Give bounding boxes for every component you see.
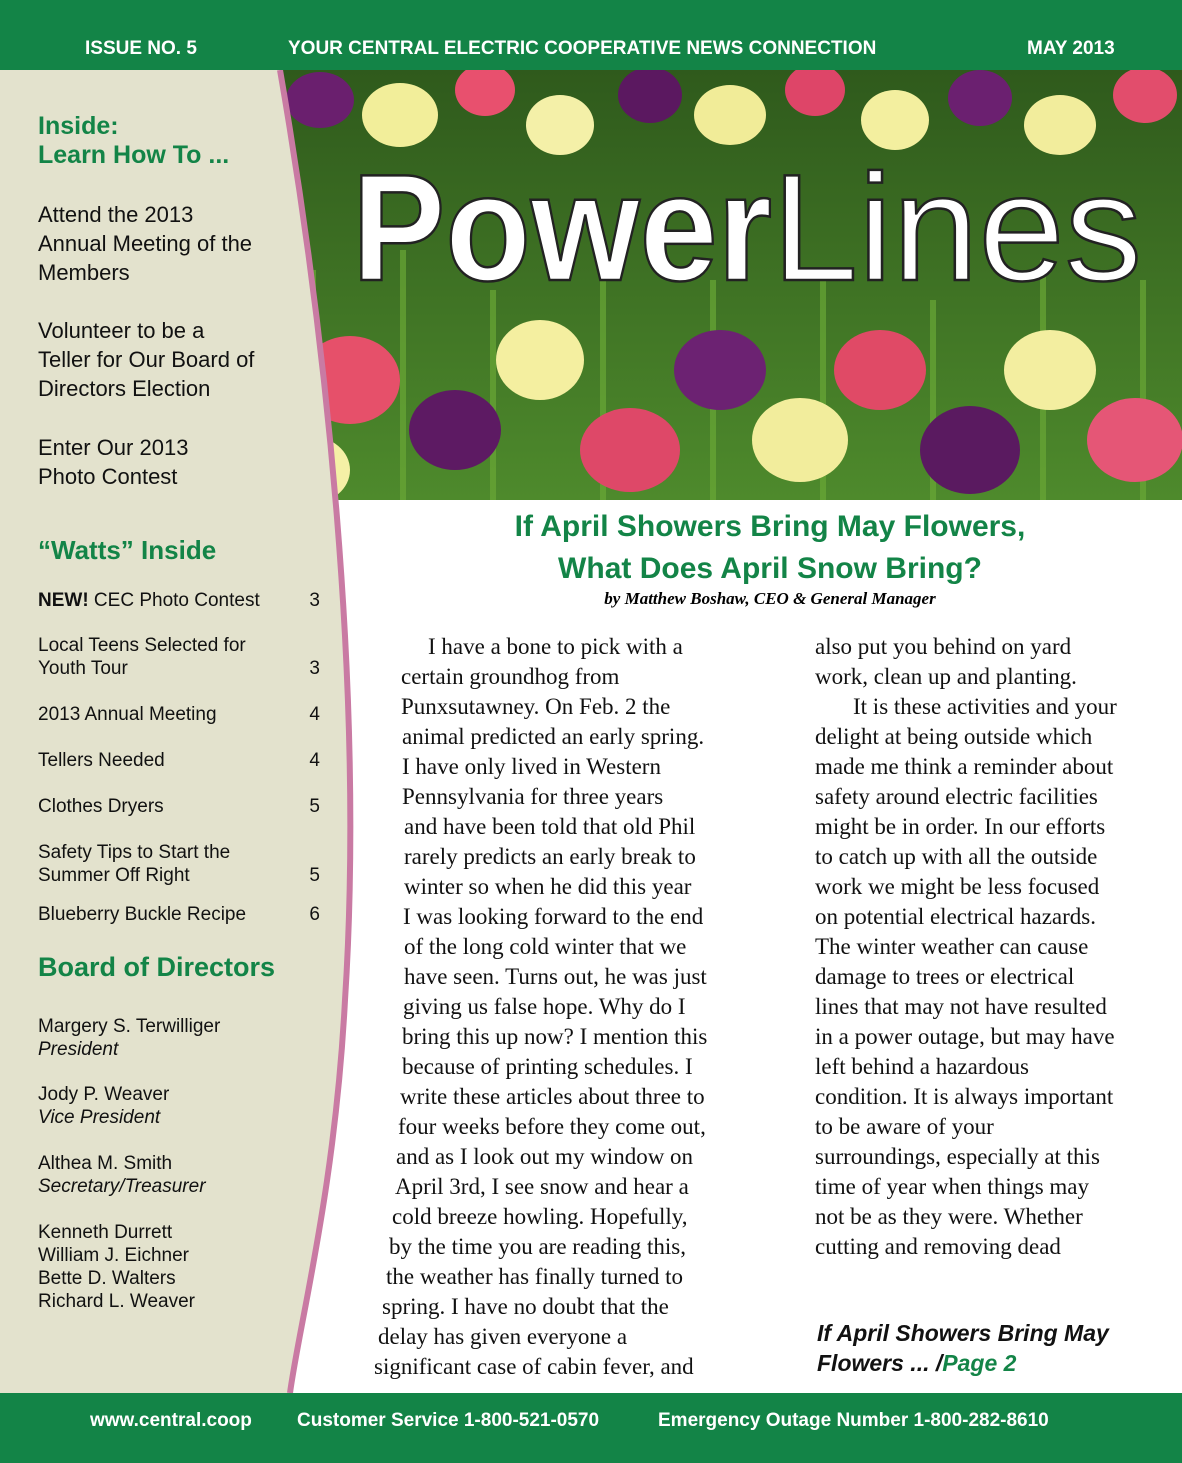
officer-title: Secretary/Treasurer (38, 1176, 206, 1197)
text-line: significant case of cabin fever, and (374, 1354, 694, 1379)
officer (38, 1152, 206, 1198)
toc-page: 5 (309, 796, 320, 817)
text-line: I have only lived in Western (402, 754, 661, 779)
text-line: lines that may not have resulted (815, 994, 1107, 1019)
toc-page: 3 (309, 590, 320, 611)
text-line: spring. I have no doubt that the (382, 1294, 669, 1319)
officer (38, 1083, 169, 1129)
learn-item-line: Annual Meeting of the (38, 231, 253, 256)
continued-page: Page 2 (942, 1350, 1017, 1376)
text-line: damage to trees or electrical (815, 964, 1075, 989)
text-line: The winter weather can cause (815, 934, 1089, 959)
director-name: Richard L. Weaver (38, 1291, 195, 1312)
toc-row (38, 589, 320, 612)
toc-label: Local Teens Selected for (38, 635, 246, 656)
text-line: safety around electric facilities (815, 784, 1098, 809)
director-name: Kenneth Durrett (38, 1222, 173, 1243)
continued-line: Flowers ... / (817, 1350, 943, 1376)
continued-link[interactable] (817, 1318, 1109, 1378)
text-line: surroundings, especially at this (815, 1144, 1100, 1169)
text-line: winter so when he did this year (404, 874, 692, 899)
text-line: in a power outage, but may have (815, 1024, 1115, 1049)
officer-name: Althea M. Smith (38, 1153, 173, 1174)
directors-list (38, 1221, 195, 1313)
text-line: April 3rd, I see snow and hear a (395, 1174, 689, 1199)
watts-heading: “Watts” Inside (38, 535, 217, 565)
new-badge: NEW! (38, 590, 89, 611)
text-line: not be as they were. Whether (815, 1204, 1083, 1229)
text-line: condition. It is always important (815, 1084, 1114, 1109)
director-name: William J. Eichner (38, 1245, 189, 1266)
article-headline-line-1: If April Showers Bring May Flowers, (514, 510, 1026, 543)
masthead-lines: Lines (772, 158, 1142, 308)
toc-page: 4 (309, 750, 320, 771)
text-line: time of year when things may (815, 1174, 1090, 1199)
issue-date: MAY 2013 (1027, 38, 1115, 59)
toc-label: CEC Photo Contest (88, 590, 260, 611)
emergency-phone: Emergency Outage Number 1-800-282-8610 (658, 1410, 1049, 1431)
learn-item-line: Photo Contest (38, 464, 178, 489)
toc-page: 4 (309, 704, 320, 725)
officer-name: Jody P. Weaver (38, 1084, 170, 1105)
text-line: work, clean up and planting. (815, 664, 1077, 689)
text-line: and have been told that old Phil (404, 814, 696, 839)
text-line: cutting and removing dead (815, 1234, 1061, 1259)
learn-item (38, 200, 252, 287)
article-byline: by Matthew Boshaw, CEO & General Manager (604, 589, 936, 608)
toc-row (38, 795, 320, 818)
toc-row (38, 634, 320, 680)
officer-name: Margery S. Terwilliger (38, 1016, 221, 1037)
toc-page: 3 (309, 658, 320, 679)
toc-label: 2013 Annual Meeting (38, 704, 217, 725)
text-line: It is these activities and your (853, 694, 1117, 719)
toc-row (38, 841, 320, 887)
text-line: made me think a reminder about (815, 754, 1114, 779)
text-line: by the time you are reading this, (389, 1234, 687, 1259)
inside-heading (38, 112, 229, 170)
text-line: and as I look out my window on (396, 1144, 694, 1169)
text-line: Pennsylvania for three years (402, 784, 664, 809)
board-heading: Board of Directors (38, 952, 276, 982)
text-line: to be aware of your (815, 1114, 994, 1139)
director-name: Bette D. Walters (38, 1268, 176, 1289)
header-bar (0, 0, 1182, 70)
issue-number: ISSUE NO. 5 (85, 38, 197, 59)
learn-item-line: Directors Election (38, 376, 211, 401)
toc-page: 5 (309, 865, 320, 886)
learn-item (38, 433, 188, 491)
article-headline-line-2: What Does April Snow Bring? (558, 552, 982, 585)
website-link[interactable]: www.central.coop (90, 1410, 252, 1431)
learn-item (38, 316, 254, 403)
text-line: I was looking forward to the end (403, 904, 704, 929)
text-line: delay has given everyone a (378, 1324, 628, 1349)
text-line: write these articles about three to (400, 1084, 705, 1109)
text-line: certain groundhog from (401, 664, 620, 689)
inside-heading-line-1: Inside: (38, 112, 119, 140)
officer-title: Vice President (38, 1107, 161, 1128)
learn-item-line: Members (38, 260, 130, 285)
toc-label: Tellers Needed (38, 750, 165, 771)
toc-label: Youth Tour (38, 658, 128, 679)
continued-line: If April Showers Bring May (817, 1320, 1109, 1346)
toc-row (38, 903, 320, 926)
learn-item-line: Attend the 2013 (38, 202, 194, 227)
toc-label: Clothes Dryers (38, 796, 164, 817)
text-line: to catch up with all the outside (815, 844, 1098, 869)
text-line: I have a bone to pick with a (428, 634, 683, 659)
text-line: giving us false hope. Why do I (403, 994, 686, 1019)
inside-heading-line-2: Learn How To ... (38, 141, 230, 169)
learn-item-line: Enter Our 2013 (38, 435, 189, 460)
officer-title: President (38, 1039, 119, 1060)
text-line: bring this up now? I mention this (402, 1024, 708, 1049)
toc-label: Blueberry Buckle Recipe (38, 904, 247, 925)
text-line: rarely predicts an early break to (404, 844, 696, 869)
text-line: might be in order. In our efforts (815, 814, 1106, 839)
text-line: four weeks before they come out, (398, 1114, 706, 1139)
text-line: because of printing schedules. I (402, 1054, 693, 1079)
toc-label: Summer Off Right (38, 865, 190, 886)
masthead-logo (352, 158, 1152, 308)
text-line: Punxsutawney. On Feb. 2 the (401, 694, 671, 719)
officer (38, 1015, 220, 1061)
text-line: work we might be less focused (815, 874, 1100, 899)
text-line: delight at being outside which (815, 724, 1093, 749)
text-line: have seen. Turns out, he was just (404, 964, 707, 989)
customer-service-phone: Customer Service 1-800-521-0570 (297, 1410, 600, 1431)
masthead-power: Power (352, 158, 772, 308)
article-column-1 (360, 632, 760, 1382)
text-line: on potential electrical hazards. (815, 904, 1096, 929)
toc-row (38, 703, 320, 726)
toc-page: 6 (309, 904, 320, 925)
learn-item-line: Volunteer to be a (38, 318, 205, 343)
text-line: cold breeze howling. Hopefully, (392, 1204, 688, 1229)
text-line: the weather has finally turned to (386, 1264, 683, 1289)
text-line: also put you behind on yard (815, 634, 1072, 659)
footer-bar (0, 1393, 1182, 1463)
toc-row (38, 749, 320, 772)
toc-label: Safety Tips to Start the (38, 842, 231, 863)
text-line: left behind a hazardous (815, 1054, 1029, 1079)
text-line: animal predicted an early spring. (402, 724, 705, 749)
article-column-2 (815, 632, 1160, 1262)
learn-item-line: Teller for Our Board of (38, 347, 255, 372)
text-line: of the long cold winter that we (404, 934, 687, 959)
header-tagline: YOUR CENTRAL ELECTRIC COOPERATIVE NEWS CONNECTION (288, 38, 877, 59)
